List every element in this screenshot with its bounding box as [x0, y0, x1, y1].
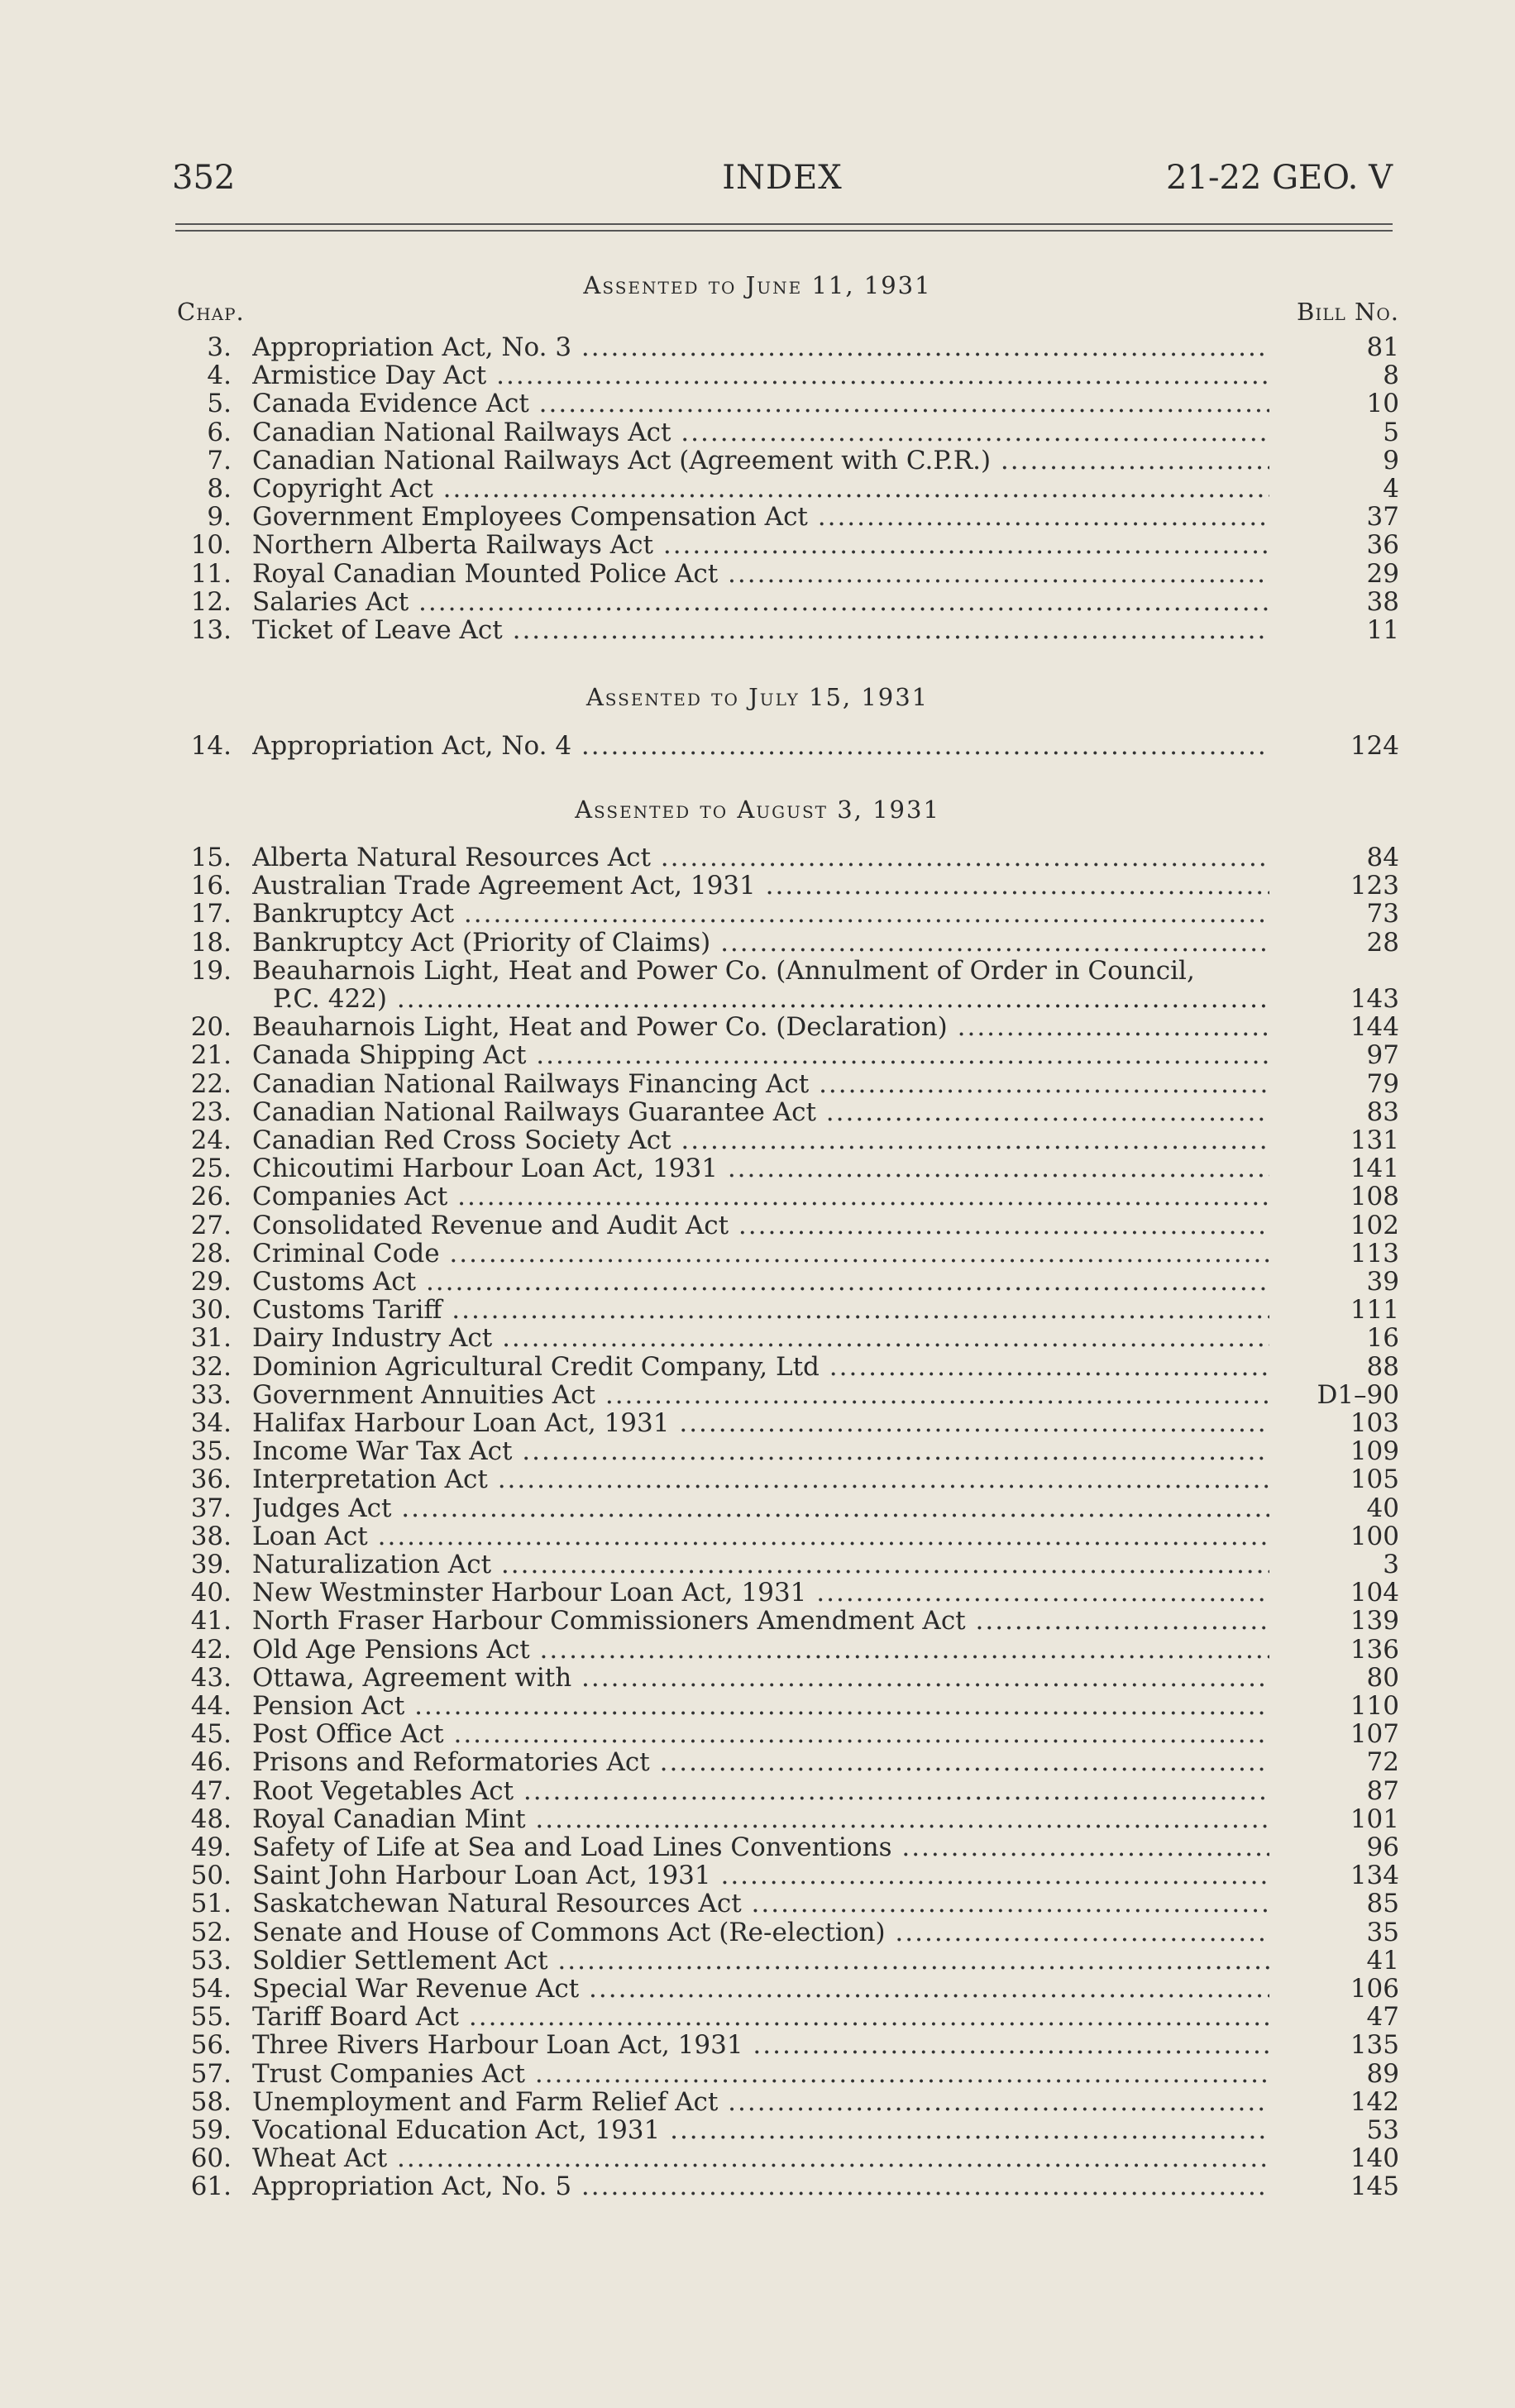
bill-number: 41 [1366, 1946, 1399, 1976]
index-entry-bill-row [0, 985, 1515, 1013]
index-entry [0, 1154, 1515, 1182]
chapter-number: 36. [190, 1464, 232, 1494]
index-entry [0, 2172, 1515, 2200]
act-title: Canadian National Railways Act ..... [252, 418, 1269, 447]
act-title: Canada Evidence Act ..... [252, 389, 1269, 418]
act-title: Canadian National Railways Act (Agreement with C.P.R.) ..... [252, 447, 1269, 475]
chapter-number: 56. [190, 2030, 232, 2060]
act-title: Canadian National Railways Guarantee Act ..... [252, 1098, 1269, 1126]
index-entry [0, 900, 1515, 928]
act-title: Wheat Act ..... [252, 2144, 1269, 2172]
index-entry [0, 1381, 1515, 1409]
index-entry [0, 1041, 1515, 1069]
act-title: Three Rivers Harbour Loan Act, 1931 ..... [252, 2031, 1269, 2059]
chapter-number: 59. [190, 2115, 232, 2145]
act-title: Armistice Day Act ..... [252, 361, 1269, 389]
act-title: Interpretation Act ..... [252, 1465, 1269, 1493]
act-title: Senate and House of Commons Act (Re-election) ..... [252, 1918, 1269, 1947]
page-number: 352 [172, 159, 236, 197]
chapter-number: 61. [190, 2172, 232, 2201]
act-title: Safety of Life at Sea and Load Lines Conventions ..... [252, 1833, 1269, 1861]
bill-number: 72 [1366, 1747, 1399, 1777]
chapter-number: 8. [207, 474, 232, 504]
act-title: Companies Act ..... [252, 1182, 1269, 1211]
bill-number: 8 [1383, 361, 1399, 390]
index-entry [0, 1494, 1515, 1522]
bill-number: 123 [1350, 871, 1399, 901]
index-entry [0, 2116, 1515, 2144]
page-title: INDEX [722, 159, 843, 197]
bill-number: 87 [1366, 1776, 1399, 1806]
chapter-number: 34. [190, 1408, 232, 1438]
bill-number: 96 [1366, 1832, 1399, 1862]
index-entry [0, 1268, 1515, 1296]
bill-number: 80 [1366, 1663, 1399, 1693]
bill-number: 134 [1350, 1861, 1399, 1890]
chapter-number: 58. [190, 2087, 232, 2117]
index-entry [0, 588, 1515, 616]
bill-number: 28 [1366, 928, 1399, 958]
act-title: Government Annuities Act ..... [252, 1381, 1269, 1409]
index-entry [0, 531, 1515, 559]
chapter-number: 20. [190, 1012, 232, 1042]
index-entry [0, 1409, 1515, 1437]
index-entry [0, 1947, 1515, 1975]
bill-number: 36 [1366, 530, 1399, 560]
act-title: New Westminster Harbour Loan Act, 1931 ..... [252, 1579, 1269, 1607]
bill-number: 107 [1350, 1719, 1399, 1749]
chapter-number: 16. [190, 871, 232, 901]
chapter-number: 28. [190, 1239, 232, 1268]
bill-number: 11 [1366, 615, 1399, 645]
chapter-number: 4. [207, 361, 232, 390]
act-title: North Fraser Harbour Commissioners Amendment Act ..... [252, 1607, 1269, 1635]
act-title: Root Vegetables Act ..... [252, 1777, 1269, 1805]
bill-number: 29 [1366, 559, 1399, 589]
bill-number: 113 [1350, 1239, 1399, 1268]
bill-number: 40 [1366, 1493, 1399, 1523]
bill-number: 111 [1350, 1295, 1399, 1325]
act-title: Beauharnois Light, Heat and Power Co. (Declaration) ..... [252, 1013, 1269, 1041]
chapter-number: 11. [190, 559, 232, 589]
index-entry [0, 1805, 1515, 1833]
header-rule-bottom [175, 230, 1393, 232]
index-entry [0, 447, 1515, 475]
index-entry [0, 2060, 1515, 2088]
index-entry [0, 843, 1515, 872]
bill-number: 47 [1366, 2002, 1399, 2032]
act-title: Bankruptcy Act (Priority of Claims) ..... [252, 929, 1269, 957]
act-title: Ticket of Leave Act ..... [252, 616, 1269, 644]
bill-number: 141 [1350, 1154, 1399, 1183]
bill-number: 108 [1350, 1182, 1399, 1211]
chapter-number: 23. [190, 1097, 232, 1127]
chapter-number: 44. [190, 1691, 232, 1721]
index-entry [0, 732, 1515, 760]
index-entry [0, 503, 1515, 531]
chapter-number: 43. [190, 1663, 232, 1693]
index-entry [0, 1777, 1515, 1805]
act-title: Canadian National Railways Financing Act ..... [252, 1070, 1269, 1098]
index-entry [0, 1692, 1515, 1720]
section-heading: Assented to August 3, 1931 [575, 796, 940, 824]
index-entry [0, 1182, 1515, 1211]
index-entry [0, 1324, 1515, 1352]
chapter-number: 47. [190, 1776, 232, 1806]
chapter-number: 12. [190, 587, 232, 617]
chapter-number: 15. [190, 843, 232, 872]
chapter-number: 33. [190, 1380, 232, 1410]
index-entry [0, 1296, 1515, 1324]
index-entry [0, 1636, 1515, 1664]
act-title: Judges Act ..... [252, 1494, 1269, 1522]
chapter-number: 39. [190, 1550, 232, 1579]
chapter-number: 3. [207, 332, 232, 362]
chapter-number: 14. [190, 731, 232, 761]
chapter-number: 10. [190, 530, 232, 560]
bill-number: 142 [1350, 2087, 1399, 2117]
index-entry [0, 1550, 1515, 1579]
chapter-number: 25. [190, 1154, 232, 1183]
index-entry [0, 1211, 1515, 1240]
bill-number: 53 [1366, 2115, 1399, 2145]
bill-number: 131 [1350, 1125, 1399, 1155]
bill-number: 88 [1366, 1352, 1399, 1382]
chapter-number: 41. [190, 1606, 232, 1636]
chap-column-heading: Chap. [177, 298, 245, 326]
chapter-number: 60. [190, 2143, 232, 2173]
chapter-number: 42. [190, 1635, 232, 1665]
bill-number: 89 [1366, 2059, 1399, 2089]
chapter-number: 55. [190, 2002, 232, 2032]
chapter-number: 27. [190, 1211, 232, 1240]
bill-number: 110 [1350, 1691, 1399, 1721]
index-entry [0, 1126, 1515, 1154]
act-title: Australian Trade Agreement Act, 1931 ..... [252, 872, 1269, 900]
chapter-number: 17. [190, 899, 232, 929]
bill-number: 73 [1366, 899, 1399, 929]
act-title: Old Age Pensions Act ..... [252, 1636, 1269, 1664]
bill-number: 103 [1350, 1408, 1399, 1438]
act-title: Northern Alberta Railways Act ..... [252, 531, 1269, 559]
index-entry [0, 389, 1515, 418]
act-title: Dominion Agricultural Credit Company, Ltd ..... [252, 1353, 1269, 1381]
bill-number: 81 [1366, 332, 1399, 362]
index-entry [0, 872, 1515, 900]
index-entry [0, 1861, 1515, 1890]
bill-number: 101 [1350, 1804, 1399, 1834]
index-entry [0, 1975, 1515, 2003]
act-title: Unemployment and Farm Relief Act ..... [252, 2088, 1269, 2116]
section-heading: Assented to June 11, 1931 [583, 271, 932, 299]
bill-number: 106 [1350, 1974, 1399, 2004]
chapter-number: 54. [190, 1974, 232, 2004]
index-entry [0, 333, 1515, 361]
act-title: Alberta Natural Resources Act ..... [252, 843, 1269, 872]
act-title: Soldier Settlement Act ..... [252, 1947, 1269, 1975]
chapter-number: 57. [190, 2059, 232, 2089]
bill-number: 39 [1366, 1267, 1399, 1297]
bill-number: 144 [1350, 1012, 1399, 1042]
bill-number: 105 [1350, 1464, 1399, 1494]
index-entry [0, 1437, 1515, 1465]
index-entry [0, 1748, 1515, 1776]
index-entry [0, 418, 1515, 447]
chapter-number: 26. [190, 1182, 232, 1211]
act-title: Prisons and Reformatories Act ..... [252, 1748, 1269, 1776]
chapter-number: 52. [190, 1918, 232, 1947]
bill-number: 84 [1366, 843, 1399, 872]
index-entry [0, 2031, 1515, 2059]
act-title: Post Office Act ..... [252, 1720, 1269, 1748]
index-entry [0, 1465, 1515, 1493]
bill-number: 143 [1350, 984, 1399, 1014]
chapter-number: 38. [190, 1522, 232, 1551]
bill-number: 109 [1350, 1436, 1399, 1466]
bill-number: 3 [1383, 1550, 1399, 1579]
bill-number: D1–90 [1317, 1380, 1399, 1410]
act-title: Copyright Act ..... [252, 475, 1269, 503]
act-title: Ottawa, Agreement with ..... [252, 1664, 1269, 1692]
index-entry [0, 361, 1515, 389]
act-title: Bankruptcy Act ..... [252, 900, 1269, 928]
index-entry [0, 929, 1515, 957]
act-title: Pension Act ..... [252, 1692, 1269, 1720]
bill-number: 5 [1383, 418, 1399, 447]
bill-number: 10 [1366, 389, 1399, 418]
bill-number: 102 [1350, 1211, 1399, 1240]
act-title: Appropriation Act, No. 5 ..... [252, 2172, 1269, 2200]
bill-number: 97 [1366, 1040, 1399, 1070]
bill-number: 9 [1383, 446, 1399, 475]
act-title: Beauharnois Light, Heat and Power Co. (Annulment of Order in Council, [252, 957, 1195, 985]
running-head-right: 21-22 GEO. V [1166, 159, 1393, 197]
bill-number: 83 [1366, 1097, 1399, 1127]
act-title: Appropriation Act, No. 4 ..... [252, 732, 1269, 760]
act-title: Dairy Industry Act ..... [252, 1324, 1269, 1352]
bill-number: 35 [1366, 1918, 1399, 1947]
index-entry [0, 1579, 1515, 1607]
bill-number: 100 [1350, 1522, 1399, 1551]
bill-column-heading: Bill No. [1297, 298, 1399, 326]
index-entry [0, 1664, 1515, 1692]
bill-number: 104 [1350, 1578, 1399, 1608]
chapter-number: 53. [190, 1946, 232, 1976]
act-title: Trust Companies Act ..... [252, 2060, 1269, 2088]
index-entry [0, 1890, 1515, 1918]
chapter-number: 50. [190, 1861, 232, 1890]
act-title: Loan Act ..... [252, 1522, 1269, 1550]
chapter-number: 24. [190, 1125, 232, 1155]
chapter-number: 40. [190, 1578, 232, 1608]
act-title: Vocational Education Act, 1931 ..... [252, 2116, 1269, 2144]
chapter-number: 9. [207, 502, 232, 532]
chapter-number: 45. [190, 1719, 232, 1749]
index-entry [0, 1070, 1515, 1098]
bill-number: 85 [1366, 1889, 1399, 1918]
index-entry [0, 1522, 1515, 1550]
bill-number: 145 [1350, 2172, 1399, 2201]
chapter-number: 13. [190, 615, 232, 645]
index-entry [0, 1013, 1515, 1041]
chapter-number: 6. [207, 418, 232, 447]
act-title: Consolidated Revenue and Audit Act ..... [252, 1211, 1269, 1240]
chapter-number: 32. [190, 1352, 232, 1382]
chapter-number: 49. [190, 1832, 232, 1862]
act-title: Royal Canadian Mint ..... [252, 1805, 1269, 1833]
bill-number: 124 [1350, 731, 1399, 761]
act-title: Customs Act ..... [252, 1268, 1269, 1296]
bill-number: 139 [1350, 1606, 1399, 1636]
act-title-continuation: P.C. 422) ..... [273, 985, 1269, 1013]
bill-number: 38 [1366, 587, 1399, 617]
chapter-number: 51. [190, 1889, 232, 1918]
bill-number: 140 [1350, 2143, 1399, 2173]
chapter-number: 19. [190, 956, 232, 986]
index-entry [0, 1720, 1515, 1748]
running-head [172, 159, 1393, 208]
act-title: Saint John Harbour Loan Act, 1931 ..... [252, 1861, 1269, 1890]
act-title: Criminal Code ..... [252, 1240, 1269, 1268]
act-title: Halifax Harbour Loan Act, 1931 ..... [252, 1409, 1269, 1437]
act-title: Customs Tariff ..... [252, 1296, 1269, 1324]
index-entry [0, 1607, 1515, 1635]
index-entry [0, 475, 1515, 503]
bill-number: 4 [1383, 474, 1399, 504]
act-title: Appropriation Act, No. 3 ..... [252, 333, 1269, 361]
act-title: Canadian Red Cross Society Act ..... [252, 1126, 1269, 1154]
chapter-number: 22. [190, 1069, 232, 1099]
index-entry [0, 2088, 1515, 2116]
index-entry [0, 1098, 1515, 1126]
chapter-number: 31. [190, 1323, 232, 1353]
bill-number: 136 [1350, 1635, 1399, 1665]
chapter-number: 7. [207, 446, 232, 475]
index-entry [0, 1353, 1515, 1381]
act-title: Canada Shipping Act ..... [252, 1041, 1269, 1069]
index-entry [0, 957, 1515, 985]
act-title: Special War Revenue Act ..... [252, 1975, 1269, 2003]
act-title: Government Employees Compensation Act ..... [252, 503, 1269, 531]
chapter-number: 37. [190, 1493, 232, 1523]
chapter-number: 5. [207, 389, 232, 418]
act-title: Naturalization Act ..... [252, 1550, 1269, 1579]
chapter-number: 35. [190, 1436, 232, 1466]
act-title: Salaries Act ..... [252, 588, 1269, 616]
index-entry [0, 560, 1515, 588]
index-entry [0, 1918, 1515, 1947]
chapter-number: 48. [190, 1804, 232, 1834]
chapter-number: 30. [190, 1295, 232, 1325]
index-entry [0, 2003, 1515, 2031]
index-entry [0, 1833, 1515, 1861]
act-title: Chicoutimi Harbour Loan Act, 1931 ..... [252, 1154, 1269, 1182]
bill-number: 16 [1366, 1323, 1399, 1353]
act-title: Income War Tax Act ..... [252, 1437, 1269, 1465]
header-rule-top [175, 223, 1393, 225]
chapter-number: 18. [190, 928, 232, 958]
chapter-number: 29. [190, 1267, 232, 1297]
index-entry [0, 2144, 1515, 2172]
bill-number: 135 [1350, 2030, 1399, 2060]
index-entry [0, 616, 1515, 644]
chapter-number: 46. [190, 1747, 232, 1777]
act-title: Tariff Board Act ..... [252, 2003, 1269, 2031]
index-entry [0, 1240, 1515, 1268]
bill-number: 37 [1366, 502, 1399, 532]
chapter-number: 21. [190, 1040, 232, 1070]
bill-number: 79 [1366, 1069, 1399, 1099]
act-title: Saskatchewan Natural Resources Act ..... [252, 1890, 1269, 1918]
act-title: Royal Canadian Mounted Police Act ..... [252, 560, 1269, 588]
section-heading: Assented to July 15, 1931 [585, 683, 930, 711]
